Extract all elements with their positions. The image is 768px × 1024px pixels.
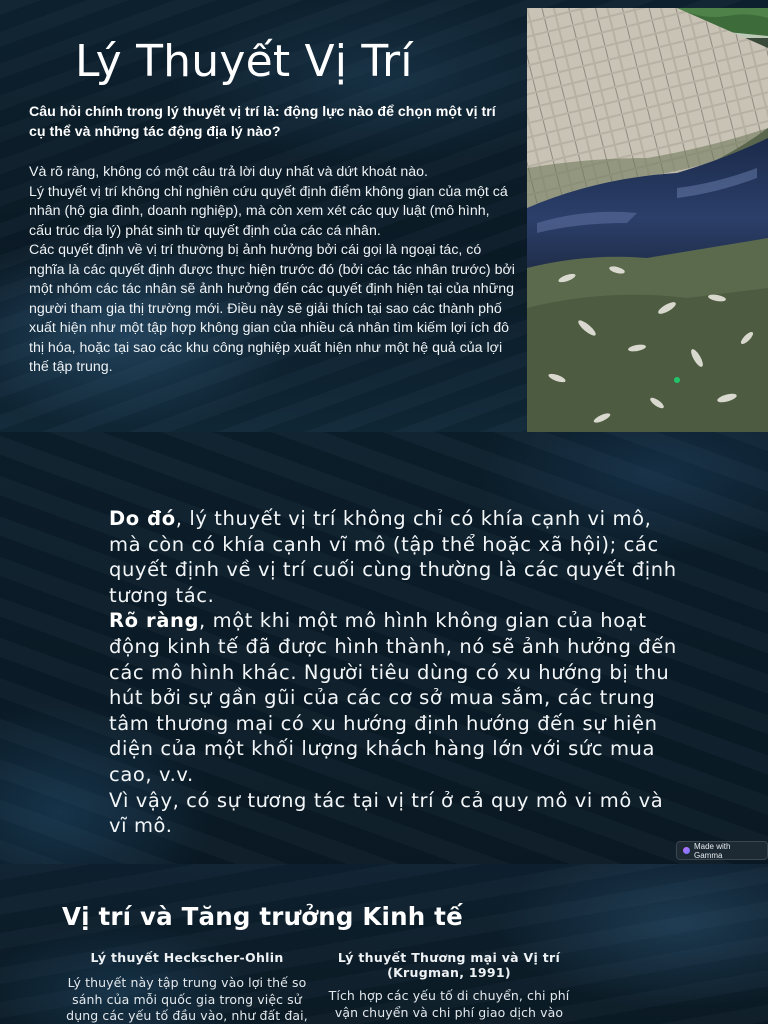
intro-paragraph: Và rõ ràng, không có một câu trả lời duy nhất và dứt khoát nào. [29,164,428,180]
theory-card-heckscher-ohlin [64,950,310,1024]
slide-interaction [0,432,768,864]
card-text: Tích hợp các yếu tố di chuyển, chi phí vận chuyển và chi phí giao dịch vào [328,988,570,1020]
lead-question: Câu hỏi chính trong lý thuyết vị trí là: động lực nào để chọn một vị trí cụ thể và những tác động địa lý nào? [29,104,496,140]
section-title: Vị trí và Tăng trưởng Kinh tế [62,902,463,931]
interaction-paragraph [109,608,687,787]
interaction-text [109,506,687,839]
paragraph-text: , một khi một mô hình không gian của hoạt động kinh tế đã được hình thành, nó sẽ ảnh hưởng đến các mô hình khác. Người tiêu dùng có xu hướng bị thu hút bởi sự gần gũi của các cơ sở mua sắm, các trung tâm thương mại có xu hướng định hướng đến sự hiện diện của một khối lượng khách hàng lớn với sức mua cao, v.v. [109,609,677,786]
theory-card-krugman [326,950,572,1021]
interaction-paragraph: Vì vậy, có sự tương tác tại vị trí ở cả quy mô vi mô và vĩ mô. [109,788,664,838]
card-title: Lý thuyết Heckscher-Ohlin [90,950,284,965]
intro-body [29,163,515,378]
made-with-gamma-badge[interactable] [676,841,768,860]
gamma-logo-icon [683,847,690,854]
paragraph-text: , lý thuyết vị trí không chỉ có khía cạnh vi mô, mà còn có khía cạnh vĩ mô (tập thể hoặc xã hội); các quyết định về vị trí cuối cùng thường là các quyết định tương tác. [109,507,677,607]
intro-paragraph: Lý thuyết vị trí không chỉ nghiên cứu quyết định điểm không gian của một cá nhân (hộ gia đình, doanh nghiệp), mà còn xem xét các quy luật (mô hình, cấu trúc địa lý) phát sinh từ quyết định của các cá nhân. [29,183,508,239]
slide-growth [0,864,768,1024]
page-title: Lý Thuyết Vị Trí [75,36,413,87]
emphasis-text: Do đó [109,507,176,530]
emphasis-text: Rõ ràng [109,609,200,633]
slide-intro [0,0,768,432]
card-text: Lý thuyết này tập trung vào lợi thế so sánh của mỗi quốc gia trong việc sử dụng các yếu tố đầu vào, như đất đai, [66,975,308,1023]
canal-photo [527,8,768,432]
card-title: Lý thuyết Thương mại và Vị trí (Krugman, 1991) [337,950,561,980]
badge-label: Made with Gamma [693,841,731,860]
intro-paragraph: Các quyết định về vị trí thường bị ảnh hưởng bởi cái gọi là ngoại tác, có nghĩa là các quyết định được thực hiện trước đó (bởi các tác nhân trước) bởi một nhóm các tác nhân sẽ ảnh hưởng đến các quyết định hiện tại của những người tham gia thị trường mới. Điều này sẽ giải thích tại sao các thành phố xuất hiện như một tập hợp không gian của nhiều cá nhân tìm kiếm lợi ích đô thị hóa, hoặc tại sao các khu công nghiệp xuất hiện như một hệ quả của lợi thế tập trung. [29,242,515,375]
interaction-paragraph [109,506,687,608]
